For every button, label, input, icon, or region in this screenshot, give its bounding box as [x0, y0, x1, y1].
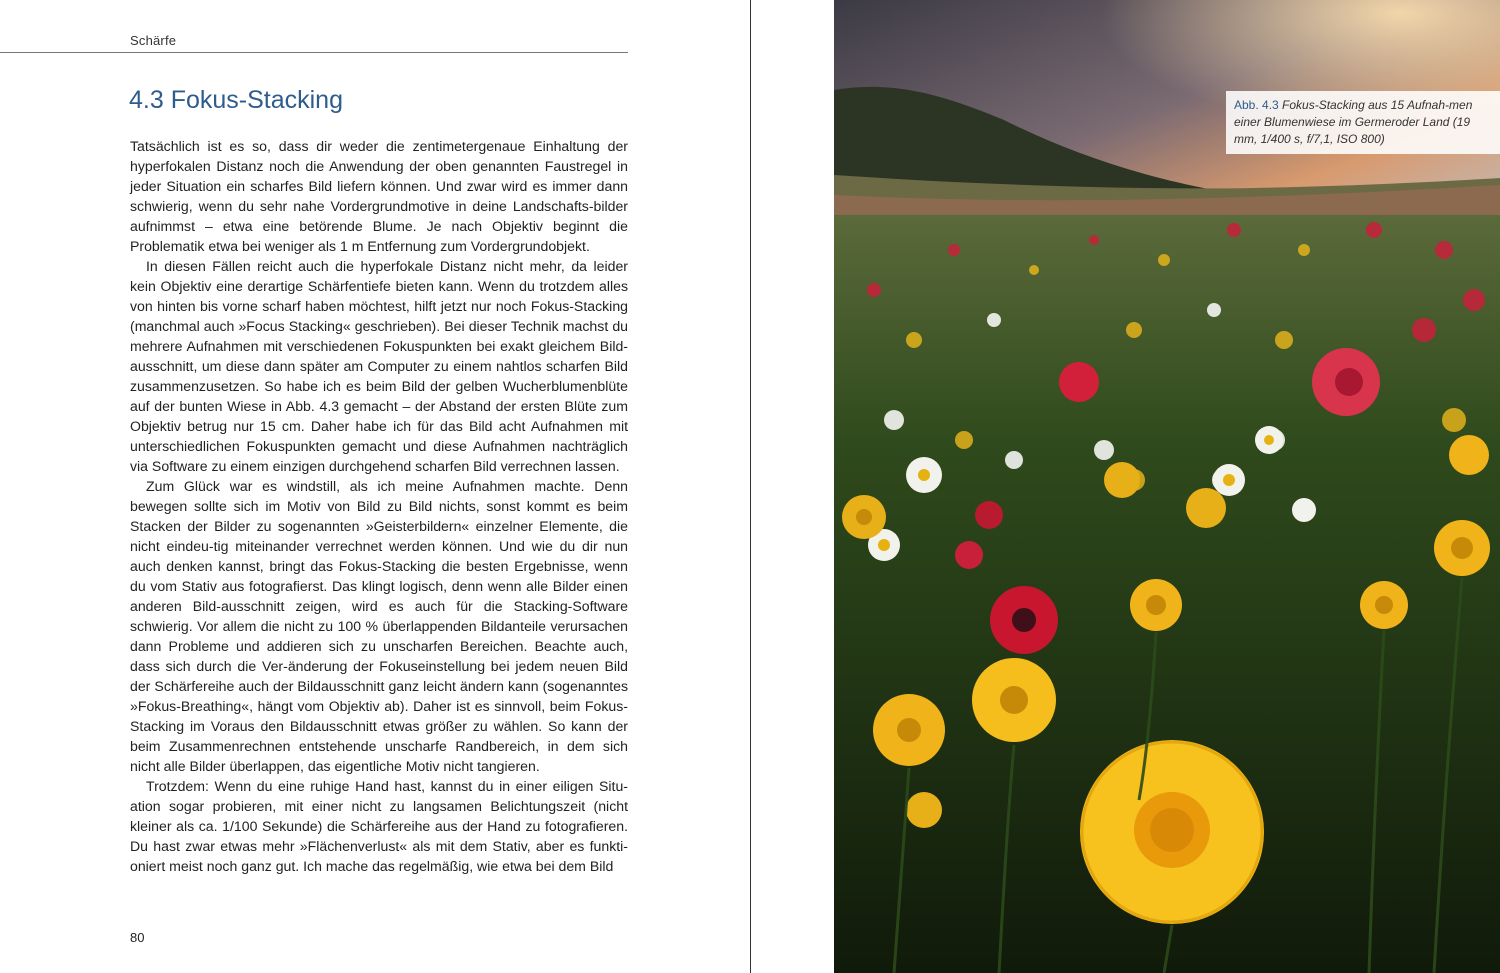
figure-caption-text: Fokus-Stacking aus 15 Aufnah-men einer Blumenwiese im Germeroder Land (19 mm, 1/400 s, f/7,1, ISO 800)	[1234, 98, 1473, 146]
figure-caption	[1226, 91, 1500, 154]
header-rule	[0, 52, 628, 53]
running-head: Schärfe	[130, 33, 177, 48]
paragraph-3: Zum Glück war es windstill, als ich meine Aufnahmen machte. Denn bewegen sollte sich im Motiv von Bild zu Bild nichts, sonst kommt es beim Stacken der Bilder zu sogenannten »Geisterbildern« einzelner Elemente, die nicht eindeu-tig miteinander verrechnet werden können. Und wie du dir nun auch denken kannst, bringt das Fokus-Stacking die besten Ergebnisse, wenn du vom Stativ aus fotografierst. Das klingt logisch, denn wenn alle Bilder einen anderen Bild-ausschnitt zeigen, wird es auch für die Stacking-Software schwierig. Vor allem die nicht zu 100 % überlappenden Bildanteile verursachen dann Probleme und addieren sich zu unscharfen Bereichen. Beachte auch, dass sich durch die Ver-änderung der Fokuseinstellung bei jedem neuen Bild der Schärfereihe auch der Bildausschnitt ganz leicht ändern kann (sogenanntes »Fokus-Breathing«, hängt vom Objektiv ab). Daher ist es sinnvoll, beim Fokus-Stacking im Voraus den Bildausschnitt etwas größer zu wählen. So kann der beim Zusammenrechnen entstehende unscharfe Randbereich, in dem sich nicht alle Bilder überlappen, das eigentliche Motiv nicht tangieren.	[130, 478, 628, 774]
figure-label: Abb. 4.3	[1234, 98, 1279, 112]
body-text	[130, 136, 628, 876]
section-title: 4.3 Fokus-Stacking	[129, 86, 343, 114]
page-number: 80	[130, 930, 145, 945]
paragraph-2: In diesen Fällen reicht auch die hyperfokale Distanz nicht mehr, da leider kein Objektiv eine derartige Schärfentiefe bieten kann. Wenn du trotzdem alles von hinten bis vorne scharf haben möchtest, hilft jetzt nur noch Fokus-Stacking (manchmal auch »Focus Stacking« geschrieben). Bei dieser Technik machst du mehrere Aufnahmen mit verschiedenen Fokuspunkten bei exakt gleichem Bild-ausschnitt, um diese dann später am Computer zu einem nahtlos scharfen Bild zusammenzusetzen. So habe ich es beim Bild der gelben Wucherblumenblüte auf der bunten Wiese in Abb. 4.3 gemacht – der Abstand der ersten Blüte zum Objektiv betrug nur 15 cm. Daher habe ich für das Bild acht Aufnahmen mit unterschiedlichen Fokuspunkten gemacht und diese Aufnahmen nachträglich via Software zu einem einzigen durchgehend scharfen Bild verrechnen lassen.	[130, 258, 628, 474]
paragraph-4: Trotzdem: Wenn du eine ruhige Hand hast, kannst du in einer eiligen Situ-ation sogar probieren, mit einer nicht zu langsamen Belichtungszeit (nicht kleiner als ca. 1/100 Sekunde) die Schärfereihe aus der Hand zu fotografieren. Du hast zwar etwas mehr »Flächenverlust« als mit dem Stativ, aber es funkti-oniert meist noch ganz gut. Ich mache das regelmäßig, wie etwa bei dem Bild	[130, 778, 628, 874]
paragraph-1: Tatsächlich ist es so, dass dir weder die zentimetergenaue Einhaltung der hyperfokalen Distanz noch die Anwendung der oben genannten Faustregel in jeder Situation ein scharfes Bild liefern können. Und zwar wird es immer dann schwierig, wenn du sehr nahe Vordergrundmotive in deine Landschafts-bilder aufnimmst – etwa eine betörende Blume. Je nach Objektiv beginnt die Problematik etwa bei weniger als 1 m Entfernung zum Vordergrundobjekt.	[130, 138, 628, 254]
